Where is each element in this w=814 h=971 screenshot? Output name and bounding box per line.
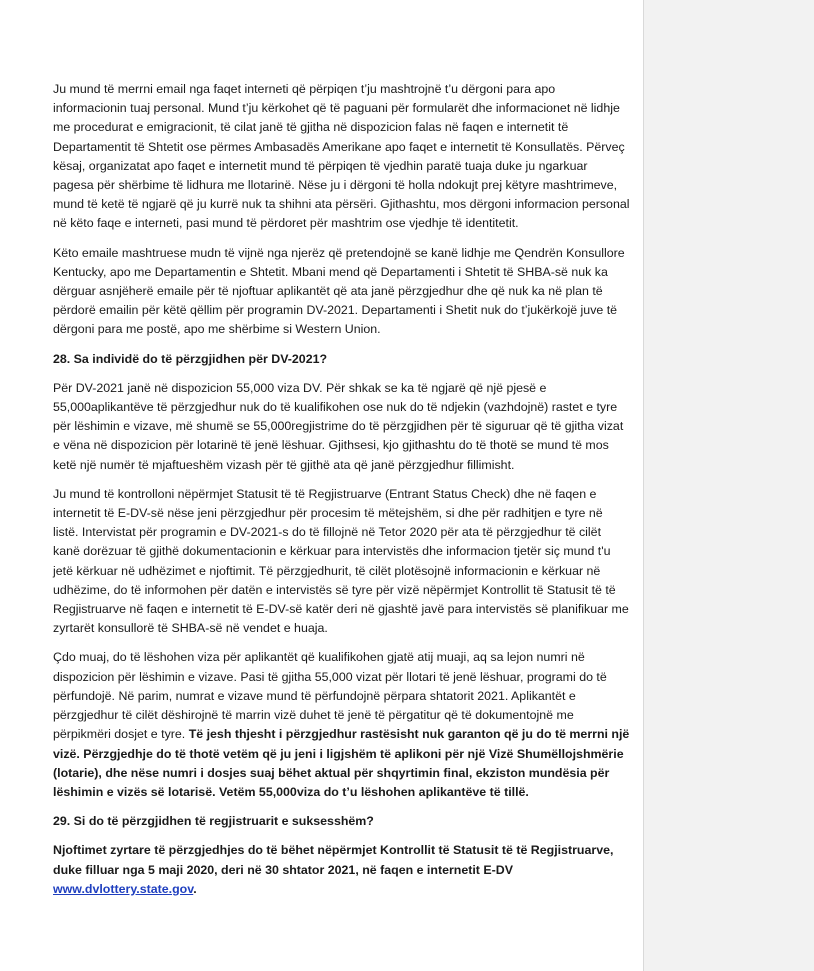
paragraph-fraud-emails: Këto emaile mashtruese mudn të vijnë nga njerëz që pretendojnë se kanë lidhje me Qendrën Konsullore Kentucky, apo me Departamentin e Shtetit. Mbani mend që Departamenti i Shtetit të SHBA-së nuk ka dërguar asnjëherë emaile për të njoftuar aplikantët që ata janë përzgjedhur dhe që nuk ka në plan të përdorë emailin për këtë qëllim për programin DV-2021. Departamenti i Shetit nuk do t’jukërkojë juve të dërgoni para me postë, apo me shërbime si Western Union. bbox=[53, 245, 625, 337]
notification-text: Njoftimet zyrtare të përzgjedhjes do të bëhet nëpërmjet Kontrollit të Statusit të të Regjistruarve, duke filluar nga 5 maji 2020, deri në 30 shtator 2021, në faqen e internetit E-DV bbox=[53, 843, 614, 877]
notification-end: . bbox=[193, 881, 197, 896]
comment-margin-pane bbox=[643, 0, 814, 971]
dvlottery-link[interactable]: www.dvlottery.state.gov bbox=[53, 881, 194, 896]
paragraph-selection-warning: Të jesh thjesht i përzgjedhur rastësisht nuk garanton që ju do të merrni një vizë. Përzgjedhje do të thotë vetëm që ju jeni i ligjshëm të aplikoni për një Vizë Shumëllojshmërie (lotarie), dhe nëse numri i dosjes suaj bëhet aktual për shqyrtimin final, ekziston mundësia për lëshimin e vizës së lotarisë. Vetëm 55,000viza do t’u lëshohen aplikantëve të tillë. bbox=[53, 727, 630, 799]
paragraph-status-check: Ju mund të kontrolloni nëpërmjet Statusit të të Regjistruarve (Entrant Status Check) dhe në faqen e internetit të E-DV-së nëse jeni përzgjedhur për procesim të mëtejshëm, si dhe për radhitjen e tyre në listë. Intervistat për programin e DV-2021-s do të fillojnë në Tetor 2020 për ata të përzgjedhur të cilët kanë dorëzuar të gjithë dokumentacionin e kërkuar para intervistës dhe informacion tjetër siç mund t'u jetë kërkuar në udhëzimet e njoftimit. Të përzgjedhurit, të cilët plotësojnë informacionin e kërkuar në udhëzime, do të informohen për datën e intervistës së tyre për vizë nëpërmjet Kontrollit të Statusit të të Regjistruarve në faqen e internetit të E-DV-së katër deri në gjashtë javë para intervistës së planifikuar me zyrtarët konsullorë të SHBA-së në vendet e huaja. bbox=[53, 486, 629, 636]
heading-question-29: 29. Si do të përzgjidhen të regjistruarit e suksesshëm? bbox=[53, 814, 374, 829]
paragraph-official-notification bbox=[53, 841, 631, 899]
heading-question-28: 28. Sa individë do të përzgjidhen për DV-2021? bbox=[53, 351, 328, 366]
paragraph-visa-count: Për DV-2021 janë në dispozicion 55,000 viza DV. Për shkak se ka të ngjarë që një pjesë e 55,000aplikantëve të përzgjedhur nuk do të kualifikohen ose nuk do të ndjekin (vazhdojnë) rastet e tyre për lëshimin e vizave, më shumë se 55,000regjistrime do të përzgjidhen për të siguruar që të gjitha vizat e vëna në dispozicion për lotarinë të jenë lëshuar. Gjithsesi, kjo gjithashtu do të thotë se mund të mos ketë një numër të mjaftueshëm vizash për të gjithë ata që janë përzgjedhur fillimisht. bbox=[53, 380, 624, 472]
paragraph-email-scams: Ju mund të merrni email nga faqet interneti që përpiqen t’ju mashtrojnë t’u dërgoni para apo informacionin tuaj personal. Mund t’ju kërkohet që të paguani për formularët dhe informacionet në lidhje me procedurat e emigracionit, të cilat janë të gjitha në dispozicion falas në faqen e internetit të Departamentit të Shtetit ose përmes Ambasadës Amerikane apo faqet e internetit të Konsullatës. Përveç kësaj, organizatat apo faqet e internetit mund të përpiqen të vjedhin paratë tuaja duke ju ngarkuar pagesa për shërbime të lidhura me llotarinë. Nëse ju i dërgoni të holla ndokujt prej këtyre mashtrimeve, mund të ketë të ngjarë që ju kurrë nuk ta shihni ata përsëri. Gjithashtu, mos dërgoni informacion personal në këto faqe e interneti, pasi mund të përdoret për mashtrim ose vjedhje të identitetit. bbox=[53, 82, 630, 231]
paragraph-monthly-visas bbox=[53, 648, 631, 802]
document-body bbox=[53, 80, 631, 899]
paragraph-monthly-visas-text: Çdo muaj, do të lëshohen viza për aplikantët që kualifikohen gjatë atij muaji, aq sa lejon numri në dispozicion për lëshimin e vizave. Pasi të gjitha 55,000 vizat për llotari të jenë lëshuar, programi do të përfundojë. Në parim, numrat e vizave mund të përfundojnë përpara shtatorit 2021. Aplikantët e përzgjedhur të cilët dëshirojnë të marrin vizë duhet të jenë të përgatitur që të dokumentojnë me përpikmëri dosjet e tyre. bbox=[53, 650, 607, 742]
